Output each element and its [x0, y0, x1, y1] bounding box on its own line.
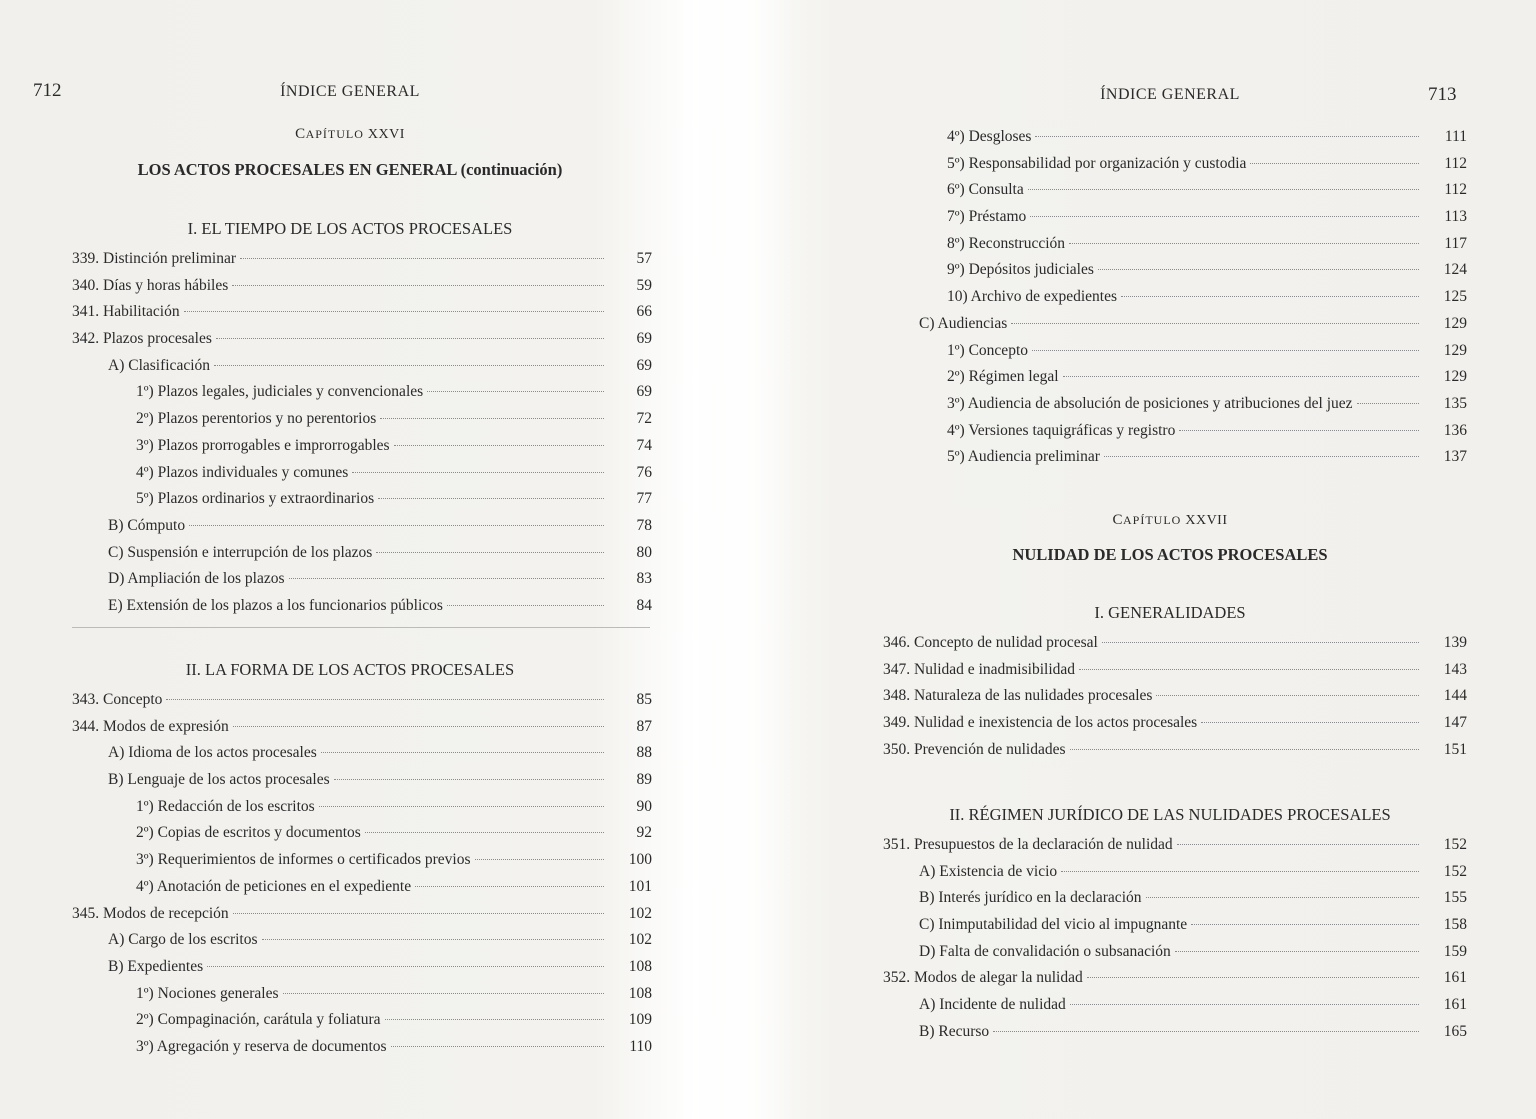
- toc-entry-title: 341. Habilitación: [72, 303, 180, 321]
- toc-entry-row: [883, 996, 1467, 1014]
- toc-entry-title: 351. Presupuestos de la declaración de nulidad: [883, 836, 1173, 853]
- dot-leader: [993, 1031, 1419, 1032]
- dot-leader: [427, 391, 604, 392]
- dot-leader: [376, 552, 604, 553]
- chapter-word-rest: APÍTULO: [305, 127, 364, 141]
- toc-entry-row: [72, 437, 652, 455]
- toc-entry-title: A) Incidente de nulidad: [919, 996, 1066, 1014]
- dot-leader: [283, 993, 604, 994]
- toc-entry-row: [72, 1038, 652, 1056]
- chapter-word-initial: C: [1112, 512, 1124, 528]
- toc-entry-page: 161: [1443, 969, 1467, 987]
- toc-entry-row: [72, 958, 652, 976]
- toc-entry: [72, 718, 652, 745]
- dot-leader: [1087, 977, 1419, 978]
- toc-entry-page: 137: [1443, 448, 1467, 466]
- toc-entry-page: 111: [1444, 128, 1467, 145]
- dot-leader: [262, 939, 604, 940]
- toc-entry-page: 66: [636, 303, 652, 321]
- toc-entry-row: [72, 277, 652, 295]
- toc-entry-page: 89: [636, 771, 652, 789]
- toc-entry-page: 129: [1443, 314, 1467, 332]
- chapter-word: [295, 127, 364, 142]
- toc-entry-title: 3º) Agregación y reserva de documentos: [136, 1037, 387, 1055]
- toc-entry-row: [883, 128, 1467, 146]
- toc-entry: [883, 863, 1467, 890]
- toc-entry-row: [72, 490, 652, 508]
- toc-entry-page: 124: [1443, 261, 1467, 279]
- toc-entry-title: 345. Modos de recepción: [72, 904, 229, 922]
- toc-entry-row: [883, 1023, 1467, 1041]
- toc-entry-page: 155: [1443, 889, 1467, 907]
- right-toc-list-1: [883, 634, 1467, 767]
- dot-leader: [1070, 749, 1419, 750]
- toc-entry-page: 165: [1443, 1022, 1467, 1040]
- toc-entry: [883, 1023, 1467, 1050]
- toc-entry-row: [883, 943, 1467, 961]
- dot-leader: [1201, 722, 1419, 723]
- toc-entry-title: 3º) Plazos prorrogables e improrrogables: [136, 436, 390, 454]
- dot-leader: [391, 1046, 604, 1047]
- toc-entry-title: B) Interés jurídico en la declaración: [919, 889, 1142, 907]
- dot-leader: [447, 605, 604, 606]
- dot-leader: [1191, 924, 1419, 925]
- toc-entry-title: 344. Modos de expresión: [72, 717, 229, 735]
- toc-entry: [72, 597, 652, 624]
- toc-entry: [883, 836, 1467, 863]
- dot-leader: [475, 859, 604, 860]
- toc-entry-title: B) Expedientes: [108, 957, 204, 975]
- dot-leader: [1104, 456, 1419, 457]
- dot-leader: [1035, 136, 1419, 137]
- dot-leader: [289, 578, 605, 579]
- toc-entry-title: 2º) Plazos perentorios y no perentorios: [136, 410, 377, 428]
- toc-entry: [883, 889, 1467, 916]
- toc-entry-page: 136: [1443, 421, 1467, 439]
- toc-entry-title: 4º) Anotación de peticiones en el expediente: [136, 877, 412, 895]
- toc-entry: [883, 969, 1467, 996]
- toc-entry-row: [883, 863, 1467, 881]
- left-page: [0, 0, 740, 1119]
- dot-leader: [1146, 897, 1420, 898]
- toc-entry-title: B) Recurso: [919, 1022, 990, 1040]
- toc-entry-row: [72, 303, 652, 321]
- left-chapter-label: [220, 126, 480, 143]
- toc-entry: [72, 277, 652, 304]
- toc-entry-page: 159: [1443, 942, 1467, 960]
- toc-entry-page: 85: [636, 691, 652, 708]
- toc-entry: [72, 798, 652, 825]
- toc-entry-page: 158: [1443, 916, 1467, 934]
- dot-leader: [189, 525, 604, 526]
- toc-entry-row: [883, 889, 1467, 907]
- toc-entry-row: [72, 383, 652, 401]
- dot-leader: [1069, 243, 1419, 244]
- dot-leader: [233, 913, 604, 914]
- toc-entry-page: 69: [636, 383, 652, 401]
- toc-entry-row: [72, 464, 652, 482]
- right-page-number: 713: [1428, 84, 1457, 105]
- dot-leader: [1121, 296, 1419, 297]
- dot-leader: [415, 886, 604, 887]
- dot-leader: [1357, 403, 1419, 404]
- left-chapter-title: LOS ACTOS PROCESALES EN GENERAL (continuación): [137, 160, 563, 179]
- dot-leader: [378, 498, 604, 499]
- toc-entry-title: 4º) Desgloses: [947, 128, 1032, 145]
- toc-entry: [72, 851, 652, 878]
- toc-entry: [72, 1011, 652, 1038]
- left-toc-list-2: [72, 691, 652, 1065]
- toc-entry-row: [883, 261, 1467, 279]
- toc-entry-title: 350. Prevención de nulidades: [883, 740, 1066, 758]
- toc-entry-title: B) Lenguaje de los actos procesales: [108, 771, 330, 789]
- toc-entry-title: 4º) Plazos individuales y comunes: [136, 463, 349, 481]
- toc-entry-row: [883, 342, 1467, 360]
- toc-entry-page: 144: [1443, 687, 1467, 705]
- toc-entry-row: [883, 368, 1467, 386]
- toc-entry-title: C) Suspensión e interrupción de los plazos: [108, 543, 373, 561]
- dot-leader: [1028, 189, 1419, 190]
- toc-entry-title: A) Existencia de vicio: [919, 862, 1058, 880]
- toc-entry-title: D) Ampliación de los plazos: [108, 570, 285, 588]
- toc-entry-row: [72, 544, 652, 562]
- toc-entry-title: D) Falta de convalidación o subsanación: [919, 942, 1171, 960]
- toc-entry-page: 78: [636, 516, 652, 534]
- toc-entry-row: [72, 851, 652, 869]
- toc-entry-page: 112: [1444, 154, 1467, 172]
- toc-entry-row: [883, 836, 1467, 854]
- dot-leader: [385, 1019, 604, 1020]
- toc-entry: [883, 288, 1467, 315]
- toc-entry-page: 102: [628, 904, 652, 922]
- toc-entry-title: A) Cargo de los escritos: [108, 931, 258, 949]
- left-section-1-heading: I. EL TIEMPO DE LOS ACTOS PROCESALES: [187, 219, 513, 238]
- dot-leader: [240, 258, 604, 259]
- toc-entry-row: [72, 570, 652, 588]
- toc-entry-title: 2º) Régimen legal: [947, 368, 1059, 386]
- dot-leader: [394, 445, 604, 446]
- toc-entry: [883, 261, 1467, 288]
- toc-entry: [883, 661, 1467, 688]
- dot-leader: [1250, 163, 1419, 164]
- toc-entry: [883, 996, 1467, 1023]
- toc-entry: [72, 931, 652, 958]
- toc-entry-title: A) Idioma de los actos procesales: [108, 744, 317, 762]
- toc-entry-title: C) Inimputabilidad del vicio al impugnante: [919, 916, 1188, 934]
- toc-entry-title: E) Extensión de los plazos a los funcionarios públicos: [108, 596, 443, 614]
- right-toc-list-top: [883, 128, 1467, 475]
- toc-entry-title: 3º) Audiencia de absolución de posiciones y atribuciones del juez: [947, 394, 1353, 412]
- toc-entry: [883, 181, 1467, 208]
- toc-entry-page: 69: [636, 356, 652, 374]
- toc-entry-row: [72, 691, 652, 709]
- dot-leader: [233, 726, 604, 727]
- toc-entry-row: [72, 824, 652, 842]
- dot-leader: [365, 832, 604, 833]
- toc-entry-page: 108: [628, 957, 652, 975]
- dot-leader: [352, 472, 604, 473]
- toc-entry-title: C) Audiencias: [919, 314, 1008, 332]
- toc-entry-row: [72, 878, 652, 896]
- toc-entry-page: 102: [628, 931, 652, 949]
- toc-entry-page: 139: [1443, 634, 1467, 651]
- toc-entry-title: 9º) Depósitos judiciales: [947, 261, 1094, 279]
- toc-entry-title: 1º) Concepto: [947, 341, 1028, 359]
- toc-entry-page: 87: [636, 717, 652, 735]
- dot-leader: [232, 285, 604, 286]
- toc-entry-row: [883, 714, 1467, 732]
- toc-entry: [883, 943, 1467, 970]
- left-separator: [72, 627, 650, 628]
- chapter-number: XXVI: [367, 127, 405, 142]
- right-page: [740, 0, 1536, 1119]
- right-section-2-heading: II. RÉGIMEN JURÍDICO DE LAS NULIDADES PROCESALES: [949, 805, 1391, 824]
- toc-entry-page: 76: [636, 463, 652, 481]
- toc-entry: [72, 490, 652, 517]
- chapter-number: XXVII: [1185, 513, 1228, 528]
- toc-entry: [883, 315, 1467, 342]
- toc-entry-title: 2º) Compaginación, carátula y foliatura: [136, 1011, 381, 1029]
- toc-entry-row: [72, 718, 652, 736]
- toc-entry-title: 339. Distinción preliminar: [72, 250, 237, 267]
- toc-entry-row: [883, 208, 1467, 226]
- toc-entry-page: 100: [628, 851, 652, 869]
- toc-entry-title: 349. Nulidad e inexistencia de los actos procesales: [883, 714, 1198, 732]
- toc-entry-row: [72, 931, 652, 949]
- toc-entry-page: 151: [1443, 740, 1467, 758]
- toc-entry-row: [883, 288, 1467, 306]
- toc-entry: [72, 744, 652, 771]
- book-gutter: [686, 0, 796, 1119]
- toc-entry: [883, 422, 1467, 449]
- toc-entry-row: [883, 661, 1467, 679]
- toc-entry-title: 5º) Audiencia preliminar: [947, 448, 1100, 466]
- dot-leader: [1102, 642, 1419, 643]
- toc-entry-page: 152: [1443, 836, 1467, 853]
- toc-entry-page: 80: [636, 543, 652, 561]
- toc-entry-row: [72, 330, 652, 348]
- toc-entry: [72, 985, 652, 1012]
- toc-entry-title: 6º) Consulta: [947, 181, 1024, 199]
- dot-leader: [1070, 1004, 1419, 1005]
- dot-leader: [1030, 216, 1419, 217]
- toc-entry: [72, 303, 652, 330]
- toc-entry-page: 88: [636, 744, 652, 762]
- toc-entry-row: [72, 357, 652, 375]
- dot-leader: [184, 311, 604, 312]
- toc-entry-title: 1º) Nociones generales: [136, 984, 279, 1002]
- toc-entry: [883, 128, 1467, 155]
- right-running-head: ÍNDICE GENERAL: [1100, 86, 1240, 103]
- toc-entry: [883, 395, 1467, 422]
- toc-entry: [883, 634, 1467, 661]
- toc-entry-title: 8º) Reconstrucción: [947, 234, 1066, 252]
- toc-entry: [72, 1038, 652, 1065]
- toc-entry-title: 7º) Préstamo: [947, 208, 1027, 226]
- chapter-word: [1113, 513, 1182, 528]
- dot-leader: [1079, 669, 1419, 670]
- dot-leader: [1156, 695, 1419, 696]
- toc-entry-page: 152: [1443, 862, 1467, 880]
- toc-entry-page: 143: [1443, 660, 1467, 678]
- toc-entry-row: [883, 687, 1467, 705]
- dot-leader: [216, 338, 604, 339]
- dot-leader: [321, 752, 604, 753]
- toc-entry: [883, 687, 1467, 714]
- toc-entry-page: 125: [1443, 288, 1467, 306]
- toc-entry-page: 101: [628, 877, 652, 895]
- dot-leader: [207, 966, 604, 967]
- dot-leader: [166, 699, 604, 700]
- toc-entry-title: 2º) Copias de escritos y documentos: [136, 824, 361, 842]
- toc-entry-row: [883, 315, 1467, 333]
- toc-entry: [883, 741, 1467, 768]
- toc-entry-page: 129: [1443, 341, 1467, 359]
- toc-entry-page: 84: [636, 596, 652, 614]
- toc-entry: [72, 771, 652, 798]
- toc-entry-title: 1º) Redacción de los escritos: [136, 797, 315, 815]
- toc-entry-title: 10) Archivo de expedientes: [947, 288, 1118, 306]
- toc-entry: [72, 905, 652, 932]
- toc-entry-page: 72: [636, 410, 652, 428]
- toc-entry-title: 346. Concepto de nulidad procesal: [883, 634, 1098, 651]
- dot-leader: [214, 365, 604, 366]
- dot-leader: [1011, 323, 1419, 324]
- toc-entry-title: A) Clasificación: [108, 356, 211, 374]
- dot-leader: [380, 418, 604, 419]
- toc-entry-page: 147: [1443, 714, 1467, 732]
- left-section-2-heading: II. LA FORMA DE LOS ACTOS PROCESALES: [185, 660, 515, 679]
- toc-entry-page: 112: [1444, 181, 1467, 199]
- toc-entry-row: [883, 395, 1467, 413]
- toc-entry-title: 352. Modos de alegar la nulidad: [883, 969, 1083, 987]
- toc-entry-title: 5º) Plazos ordinarios y extraordinarios: [136, 490, 375, 508]
- toc-entry-row: [883, 634, 1467, 652]
- dot-leader: [1063, 376, 1419, 377]
- toc-entry-title: 340. Días y horas hábiles: [72, 276, 229, 294]
- toc-entry: [72, 357, 652, 384]
- toc-entry-page: 90: [636, 797, 652, 815]
- toc-entry-row: [883, 181, 1467, 199]
- toc-entry-row: [72, 1011, 652, 1029]
- left-running-head: ÍNDICE GENERAL: [280, 83, 420, 100]
- toc-entry-page: 59: [636, 276, 652, 294]
- toc-entry-page: 161: [1443, 996, 1467, 1014]
- dot-leader: [1175, 951, 1419, 952]
- dot-leader: [334, 779, 604, 780]
- right-toc-list-2: [883, 836, 1467, 1050]
- toc-entry-title: 1º) Plazos legales, judiciales y convencionales: [136, 383, 424, 401]
- dot-leader: [1177, 844, 1419, 845]
- chapter-word-rest: APÍTULO: [1123, 513, 1182, 527]
- right-section-1-heading: I. GENERALIDADES: [1094, 603, 1246, 622]
- toc-entry-title: 5º) Responsabilidad por organización y custodia: [947, 154, 1247, 172]
- right-chapter-title: NULIDAD DE LOS ACTOS PROCESALES: [1012, 545, 1328, 564]
- toc-entry: [72, 517, 652, 544]
- toc-entry: [883, 342, 1467, 369]
- toc-entry: [883, 208, 1467, 235]
- toc-entry-row: [72, 517, 652, 535]
- toc-entry-title: 4º) Versiones taquigráficas y registro: [947, 421, 1176, 439]
- toc-entry: [72, 878, 652, 905]
- toc-entry-row: [883, 422, 1467, 440]
- toc-entry-page: 108: [628, 984, 652, 1002]
- toc-entry-title: 348. Naturaleza de las nulidades procesales: [883, 687, 1153, 705]
- toc-entry: [883, 235, 1467, 262]
- toc-entry-page: 113: [1444, 208, 1467, 226]
- toc-entry-row: [72, 905, 652, 923]
- toc-entry: [72, 330, 652, 357]
- toc-entry-row: [883, 235, 1467, 253]
- toc-entry-row: [72, 250, 652, 268]
- toc-entry-page: 74: [636, 436, 652, 454]
- toc-entry-title: 342. Plazos procesales: [72, 330, 212, 348]
- toc-entry: [72, 958, 652, 985]
- toc-entry: [72, 437, 652, 464]
- toc-entry-page: 92: [636, 824, 652, 842]
- toc-entry-row: [883, 969, 1467, 987]
- toc-entry-page: 109: [628, 1011, 652, 1029]
- toc-entry-page: 69: [636, 330, 652, 348]
- toc-entry: [883, 916, 1467, 943]
- toc-entry: [72, 383, 652, 410]
- toc-entry-page: 57: [636, 250, 652, 267]
- left-toc-list-1: [72, 250, 652, 624]
- dot-leader: [1179, 430, 1419, 431]
- toc-entry: [883, 448, 1467, 475]
- toc-entry: [72, 691, 652, 718]
- toc-entry-page: 83: [636, 570, 652, 588]
- toc-entry-page: 135: [1443, 394, 1467, 412]
- toc-entry: [72, 570, 652, 597]
- left-page-number: 712: [33, 80, 62, 101]
- toc-entry-row: [72, 744, 652, 762]
- dot-leader: [1098, 269, 1419, 270]
- toc-entry-row: [72, 771, 652, 789]
- toc-entry: [883, 714, 1467, 741]
- toc-entry: [72, 544, 652, 571]
- dot-leader: [1061, 871, 1419, 872]
- toc-entry-row: [72, 410, 652, 428]
- toc-entry: [72, 250, 652, 277]
- toc-entry-title: 3º) Requerimientos de informes o certificados previos: [136, 851, 471, 869]
- toc-entry-row: [883, 916, 1467, 934]
- toc-entry: [883, 368, 1467, 395]
- toc-entry-title: 347. Nulidad e inadmisibilidad: [883, 660, 1076, 678]
- toc-entry-page: 110: [629, 1037, 652, 1055]
- toc-entry-row: [72, 985, 652, 1003]
- dot-leader: [319, 806, 604, 807]
- right-chapter-label: [1020, 512, 1320, 529]
- toc-entry-page: 77: [636, 490, 652, 508]
- toc-entry: [883, 155, 1467, 182]
- toc-entry-row: [72, 798, 652, 816]
- toc-entry-page: 129: [1443, 368, 1467, 386]
- toc-entry-page: 117: [1444, 234, 1467, 252]
- toc-entry: [72, 464, 652, 491]
- toc-entry: [72, 410, 652, 437]
- toc-entry-row: [883, 448, 1467, 466]
- toc-entry-row: [883, 155, 1467, 173]
- toc-entry-row: [883, 741, 1467, 759]
- toc-entry-row: [72, 597, 652, 615]
- toc-entry-title: B) Cómputo: [108, 516, 186, 534]
- toc-entry-title: 343. Concepto: [72, 691, 163, 708]
- dot-leader: [1032, 350, 1419, 351]
- toc-entry: [72, 824, 652, 851]
- chapter-word-initial: C: [295, 126, 306, 142]
